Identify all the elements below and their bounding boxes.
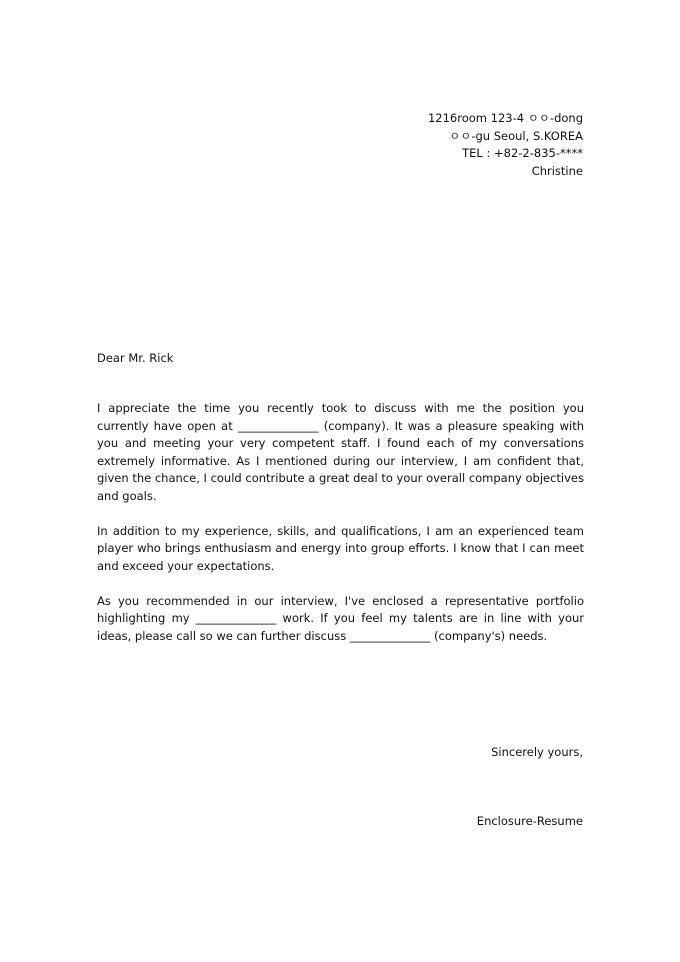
salutation: Dear Mr. Rick (97, 351, 174, 365)
enclosure-note: Enclosure-Resume (476, 814, 583, 828)
address-line-street: 1216room 123-4 ㅇㅇ-dong (427, 111, 583, 125)
closing: Sincerely yours, (491, 745, 583, 759)
address-line-phone: TEL : +82-2-835-**** (462, 146, 583, 160)
body-paragraph-2: In addition to my experience, skills, and qualifications, I am an experienced team player who brings enthusiasm and energy into group efforts. I know that I can meet and exceed your expectations. (97, 523, 584, 573)
address-line-city: ㅇㅇ-gu Seoul, S.KOREA (449, 128, 583, 143)
body-paragraph-1: I appreciate the time you recently took to discuss with me the position you currently have open at ______________ (company). It was a pleasure speaking with you and meeting your very competent staff. I found each of my conversations extremely informative. As I mentioned during our interview, I am confident that, given the chance, I could contribute a great deal to your overall company objectives and goals. (97, 401, 584, 503)
body-paragraph-3: As you recommended in our interview, I've enclosed a representative portfolio highlighting my ______________ work. If you feel my talents are in line with your ideas, please call so we can further discuss ______________ (company's) needs. (97, 593, 584, 643)
sender-address (428, 110, 583, 180)
sender-name: Christine (531, 163, 583, 178)
letter-body (97, 400, 584, 663)
